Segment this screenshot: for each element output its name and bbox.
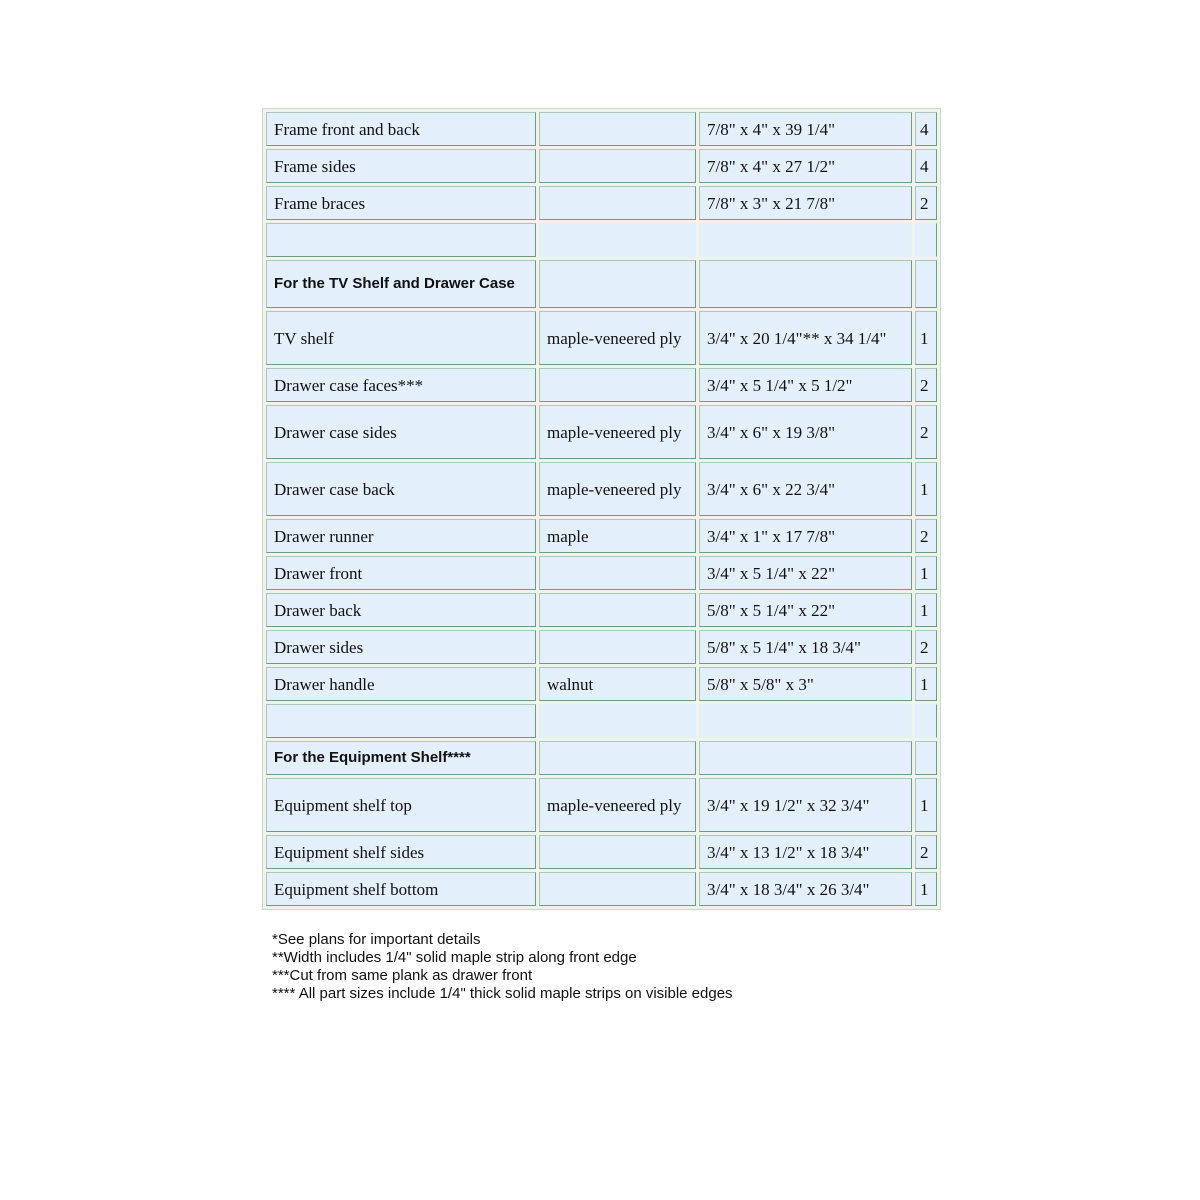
empty-cell — [915, 223, 937, 257]
table-row — [266, 186, 937, 220]
material-cell: maple-veneered ply — [539, 405, 696, 459]
table-row — [266, 630, 937, 664]
part-name-cell: Frame front and back — [266, 112, 536, 146]
section-header-row — [266, 260, 937, 308]
quantity-cell: 4 — [915, 112, 937, 146]
material-cell: maple — [539, 519, 696, 553]
table-row — [266, 311, 937, 365]
quantity-cell: 1 — [915, 593, 937, 627]
empty-cell — [699, 741, 912, 775]
quantity-cell: 2 — [915, 519, 937, 553]
section-heading: For the Equipment Shelf**** — [266, 741, 536, 775]
size-cell: 7/8" x 4" x 39 1/4" — [699, 112, 912, 146]
empty-cell — [539, 741, 696, 775]
footnote: **Width includes 1/4" solid maple strip along front edge — [272, 949, 637, 966]
empty-cell — [266, 704, 536, 738]
size-cell: 7/8" x 3" x 21 7/8" — [699, 186, 912, 220]
material-cell — [539, 186, 696, 220]
quantity-cell: 2 — [915, 835, 937, 869]
size-cell: 3/4" x 13 1/2" x 18 3/4" — [699, 835, 912, 869]
table-row — [266, 519, 937, 553]
table-row — [266, 835, 937, 869]
material-cell — [539, 630, 696, 664]
table-row — [266, 778, 937, 832]
material-cell — [539, 593, 696, 627]
spacer-row — [266, 704, 937, 738]
table-row — [266, 368, 937, 402]
size-cell: 3/4" x 19 1/2" x 32 3/4" — [699, 778, 912, 832]
quantity-cell: 1 — [915, 462, 937, 516]
material-cell: maple-veneered ply — [539, 311, 696, 365]
footnotes — [272, 931, 872, 1003]
part-name-cell: Drawer handle — [266, 667, 536, 701]
part-name-cell: Drawer runner — [266, 519, 536, 553]
size-cell: 3/4" x 5 1/4" x 5 1/2" — [699, 368, 912, 402]
size-cell: 3/4" x 18 3/4" x 26 3/4" — [699, 872, 912, 906]
quantity-cell: 4 — [915, 149, 937, 183]
part-name-cell: TV shelf — [266, 311, 536, 365]
section-header-row — [266, 741, 937, 775]
part-name-cell: Drawer front — [266, 556, 536, 590]
quantity-cell: 2 — [915, 630, 937, 664]
size-cell: 3/4" x 1" x 17 7/8" — [699, 519, 912, 553]
table-row — [266, 556, 937, 590]
footnote: *See plans for important details — [272, 931, 481, 948]
size-cell: 3/4" x 6" x 19 3/8" — [699, 405, 912, 459]
size-cell: 5/8" x 5 1/4" x 22" — [699, 593, 912, 627]
part-name-cell: Frame sides — [266, 149, 536, 183]
material-cell — [539, 112, 696, 146]
table-row — [266, 667, 937, 701]
table-row — [266, 872, 937, 906]
material-cell — [539, 149, 696, 183]
empty-cell — [915, 260, 937, 308]
part-name-cell: Equipment shelf sides — [266, 835, 536, 869]
empty-cell — [699, 260, 912, 308]
part-name-cell: Frame braces — [266, 186, 536, 220]
size-cell: 3/4" x 6" x 22 3/4" — [699, 462, 912, 516]
quantity-cell: 2 — [915, 405, 937, 459]
empty-cell — [539, 260, 696, 308]
size-cell: 3/4" x 20 1/4"** x 34 1/4" — [699, 311, 912, 365]
material-cell: walnut — [539, 667, 696, 701]
table-row — [266, 593, 937, 627]
empty-cell — [539, 704, 696, 738]
material-cell — [539, 556, 696, 590]
footnote: **** All part sizes include 1/4" thick solid maple strips on visible edges — [272, 985, 733, 1002]
quantity-cell: 1 — [915, 778, 937, 832]
empty-cell — [699, 704, 912, 738]
quantity-cell: 1 — [915, 872, 937, 906]
empty-cell — [915, 704, 937, 738]
size-cell: 3/4" x 5 1/4" x 22" — [699, 556, 912, 590]
material-cell — [539, 368, 696, 402]
part-name-cell: Drawer back — [266, 593, 536, 627]
quantity-cell: 1 — [915, 311, 937, 365]
quantity-cell: 1 — [915, 667, 937, 701]
material-cell: maple-veneered ply — [539, 462, 696, 516]
section-heading: For the TV Shelf and Drawer Case — [266, 260, 536, 308]
material-cell — [539, 835, 696, 869]
table-row — [266, 405, 937, 459]
table-row — [266, 149, 937, 183]
size-cell: 5/8" x 5/8" x 3" — [699, 667, 912, 701]
empty-cell — [915, 741, 937, 775]
part-name-cell: Drawer sides — [266, 630, 536, 664]
table-row — [266, 462, 937, 516]
parts-list-table — [262, 108, 941, 910]
material-cell — [539, 872, 696, 906]
material-cell: maple-veneered ply — [539, 778, 696, 832]
part-name-cell: Equipment shelf bottom — [266, 872, 536, 906]
part-name-cell: Drawer case back — [266, 462, 536, 516]
size-cell: 5/8" x 5 1/4" x 18 3/4" — [699, 630, 912, 664]
spacer-row — [266, 223, 937, 257]
empty-cell — [699, 223, 912, 257]
part-name-cell: Drawer case faces*** — [266, 368, 536, 402]
quantity-cell: 2 — [915, 368, 937, 402]
empty-cell — [266, 223, 536, 257]
quantity-cell: 2 — [915, 186, 937, 220]
part-name-cell: Drawer case sides — [266, 405, 536, 459]
empty-cell — [539, 223, 696, 257]
part-name-cell: Equipment shelf top — [266, 778, 536, 832]
table-row — [266, 112, 937, 146]
footnote: ***Cut from same plank as drawer front — [272, 967, 533, 984]
quantity-cell: 1 — [915, 556, 937, 590]
size-cell: 7/8" x 4" x 27 1/2" — [699, 149, 912, 183]
